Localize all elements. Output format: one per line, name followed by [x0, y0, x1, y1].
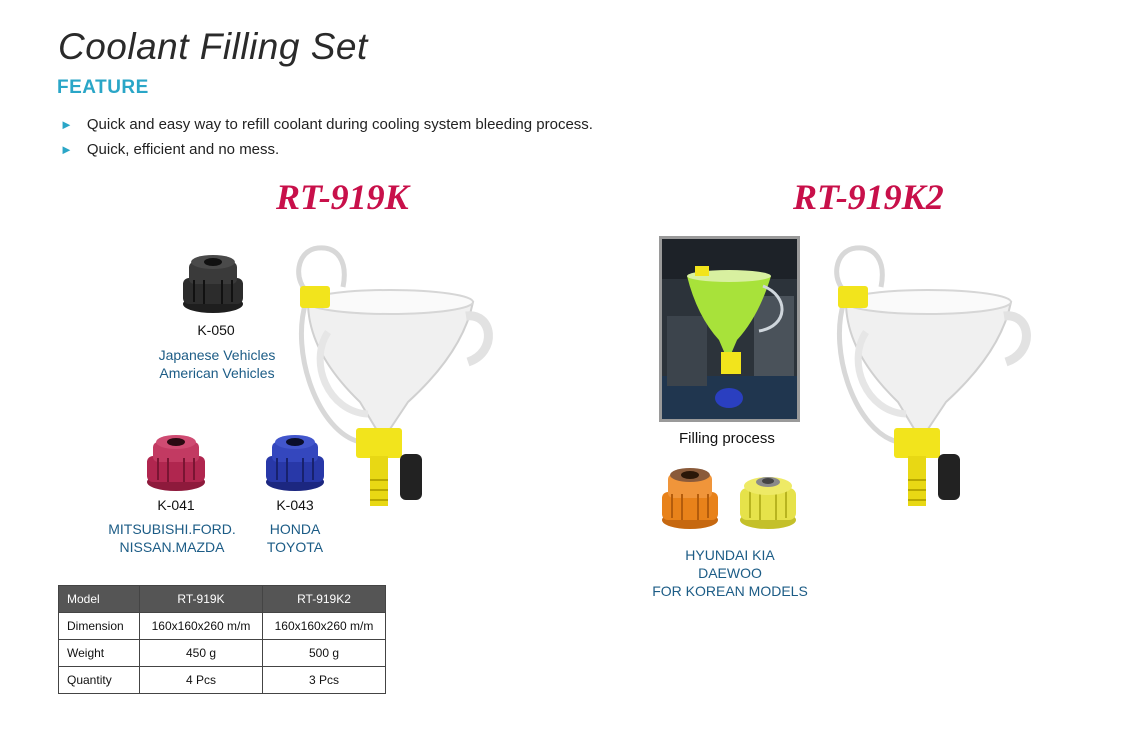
feature-item [60, 116, 593, 133]
vehicle-line: DAEWOO [698, 565, 762, 581]
feature-heading: FEATURE [57, 77, 149, 98]
funnel-rt919k-image [288, 242, 498, 517]
bullet-arrow-icon: ► [60, 117, 73, 132]
vehicle-line: HONDA [269, 521, 321, 537]
table-header-cell: Model [59, 586, 140, 613]
adapter-korean-orange-image [660, 466, 720, 530]
table-cell: 500 g [263, 640, 386, 667]
adapter-k050-image [180, 252, 246, 314]
table-cell: Dimension [59, 613, 140, 640]
table-cell: 3 Pcs [263, 667, 386, 694]
adapter-korean-yellow-image [738, 466, 798, 530]
table-cell: Quantity [59, 667, 140, 694]
model-heading-rt919k2: RT-919K2 [793, 177, 944, 217]
adapter-code: K-043 [276, 497, 314, 513]
table-row [59, 640, 386, 667]
vehicle-line: NISSAN.MAZDA [119, 539, 225, 555]
filling-caption: Filling process [679, 430, 775, 447]
adapter-vehicles [96, 520, 248, 556]
vehicle-line: American Vehicles [159, 365, 275, 381]
table-header-cell: RT-919K2 [263, 586, 386, 613]
table-cell: 160x160x260 m/m [140, 613, 263, 640]
model-heading-rt919k: RT-919K [276, 177, 409, 217]
vehicle-line: HYUNDAI KIA [685, 547, 775, 563]
table-header-cell: RT-919K [140, 586, 263, 613]
filling-process-photo [659, 236, 800, 422]
table-cell: 160x160x260 m/m [263, 613, 386, 640]
vehicle-line: MITSUBISHI.FORD. [108, 521, 236, 537]
adapter-vehicles [137, 346, 297, 382]
table-header-row [59, 586, 386, 613]
feature-text: Quick and easy way to refill coolant during cooling system bleeding process. [86, 116, 593, 133]
table-row [59, 667, 386, 694]
vehicle-line: FOR KOREAN MODELS [652, 583, 808, 599]
spec-table [58, 585, 386, 694]
bullet-arrow-icon: ► [60, 142, 73, 157]
vehicle-line: Japanese Vehicles [158, 347, 276, 363]
table-cell: 450 g [140, 640, 263, 667]
feature-text: Quick, efficient and no mess. [86, 141, 280, 158]
adapter-code: K-050 [197, 322, 235, 338]
feature-item [60, 141, 279, 158]
table-cell: 4 Pcs [140, 667, 263, 694]
funnel-rt919k2-image [826, 242, 1036, 517]
vehicle-line: TOYOTA [266, 539, 324, 555]
page-title: Coolant Filling Set [58, 26, 368, 67]
table-row [59, 613, 386, 640]
adapter-vehicles [630, 546, 830, 600]
adapter-vehicles [255, 520, 335, 556]
adapter-code: K-041 [157, 497, 195, 513]
table-cell: Weight [59, 640, 140, 667]
adapter-k041-image [145, 432, 207, 492]
